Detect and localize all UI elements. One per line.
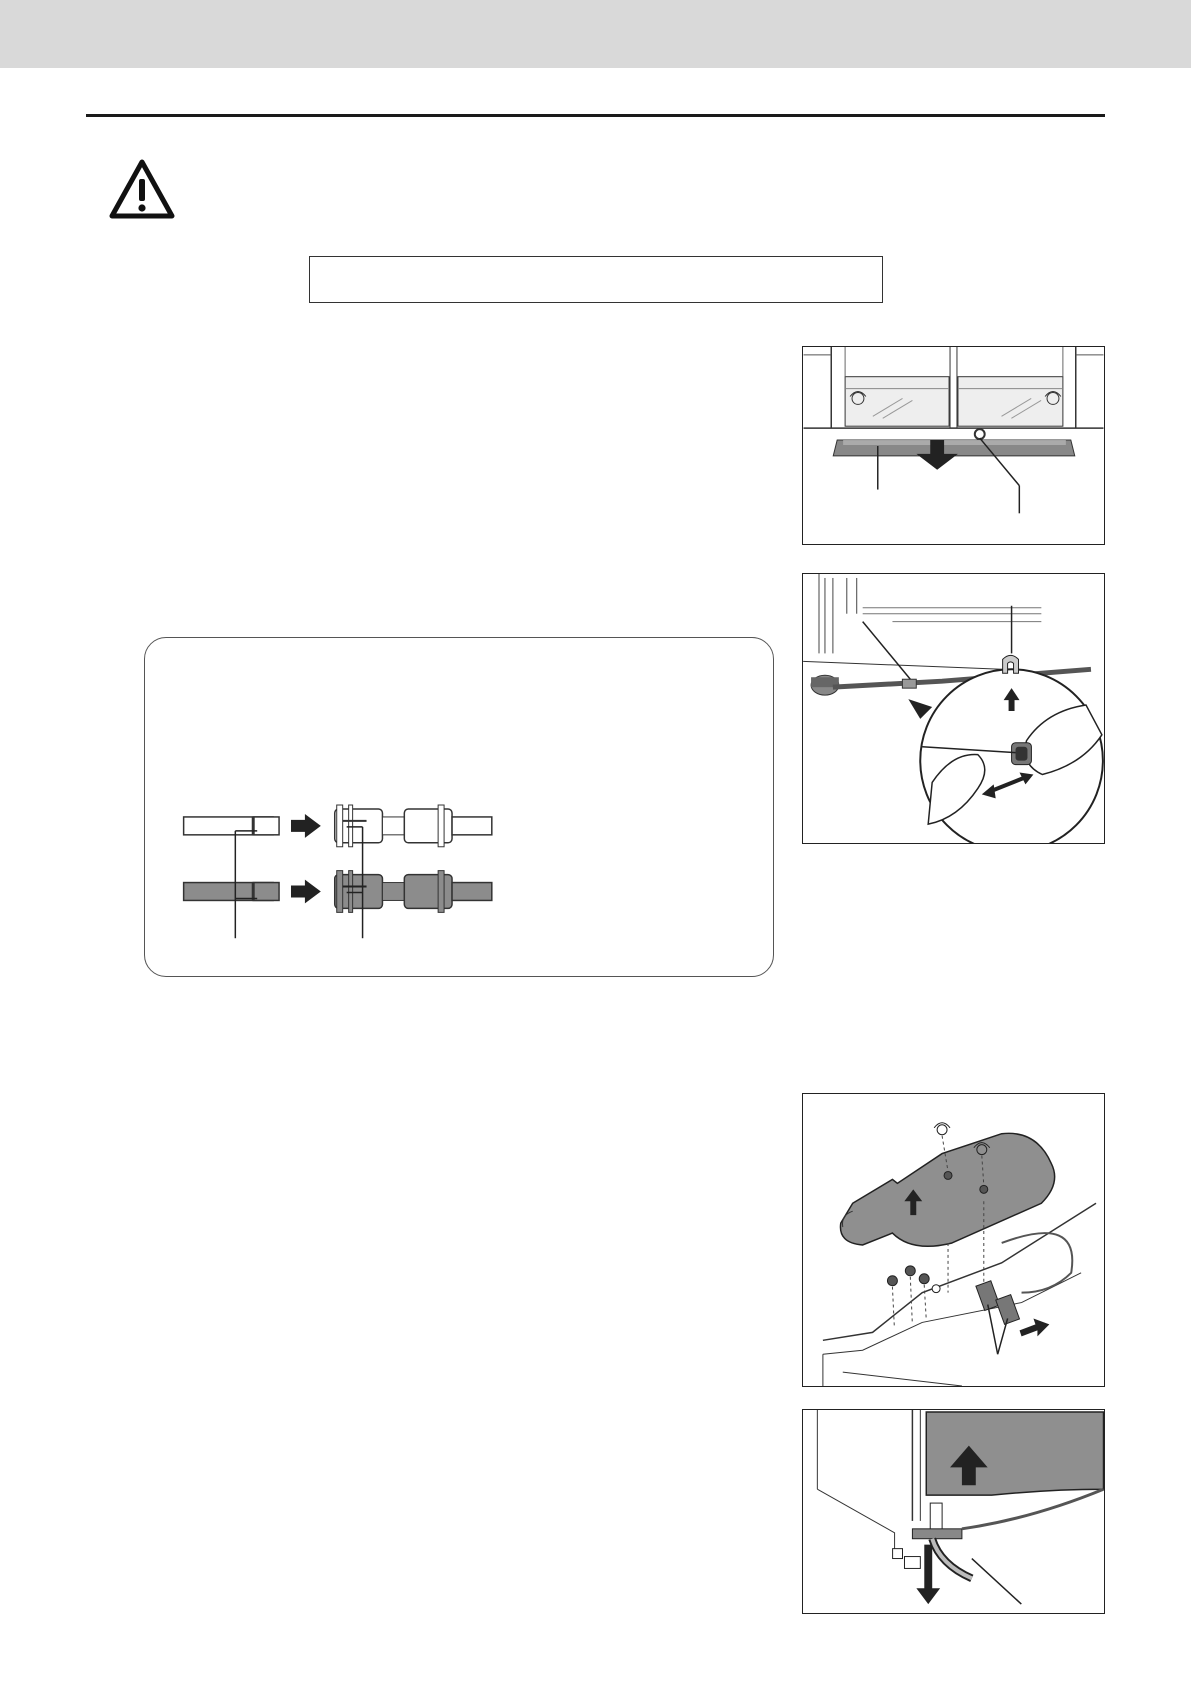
- header-band: [0, 0, 1191, 68]
- figure-drain-cover-removal: [802, 346, 1105, 545]
- connector-icon: [335, 805, 492, 847]
- screw-icon: [934, 1123, 950, 1135]
- connector-icon: [335, 871, 492, 913]
- figure-hinge-cover-removal: [802, 1093, 1105, 1387]
- right-arrow-icon: [291, 814, 321, 838]
- right-arrow-icon: [1020, 1318, 1050, 1336]
- pipe-gray-icon: [184, 883, 279, 901]
- right-arrow-icon: [291, 880, 321, 904]
- connector-icon: [1012, 743, 1032, 765]
- figure-door-lift: [802, 1409, 1105, 1614]
- warning-triangle-icon: [108, 158, 176, 220]
- section-rule: [86, 114, 1105, 117]
- notice-box: [309, 256, 883, 303]
- screw-icon: [887, 1266, 940, 1293]
- figure-water-pipe-disconnect: [802, 573, 1105, 844]
- pipe-white-icon: [184, 817, 279, 835]
- pipe-connection-panel: [144, 637, 774, 977]
